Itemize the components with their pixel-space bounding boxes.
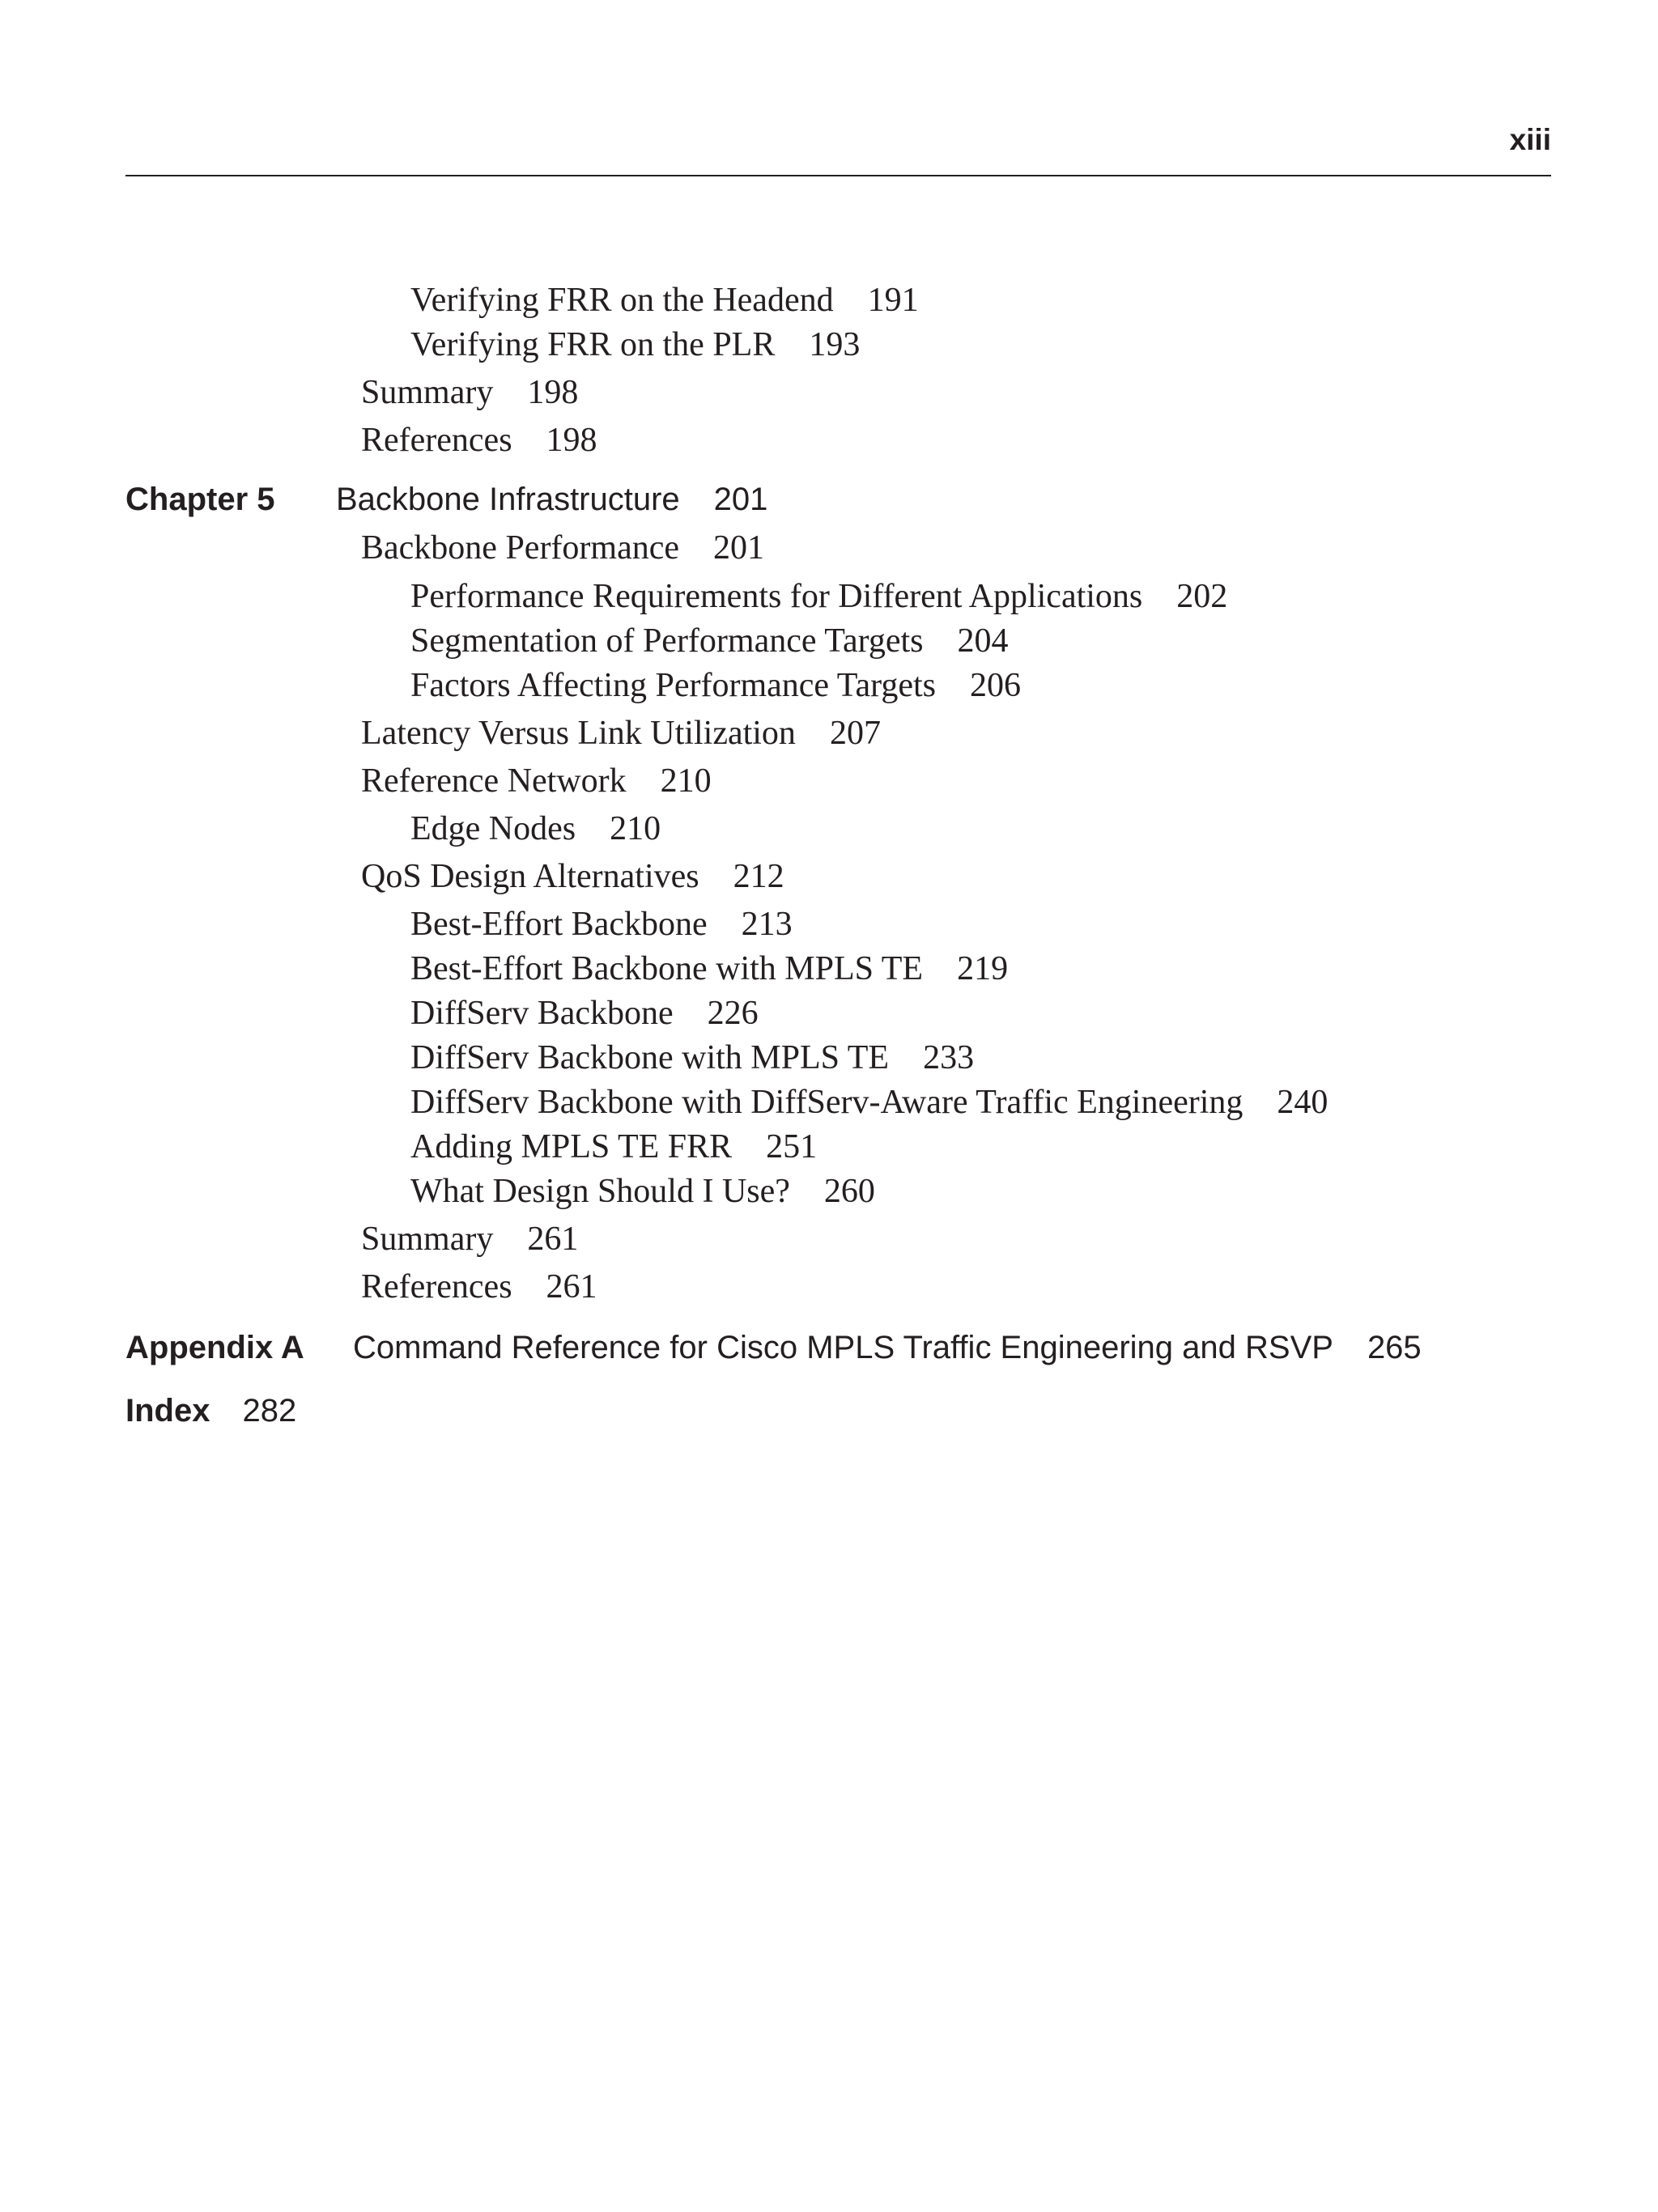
toc-entry-page: 198: [546, 422, 597, 459]
toc-entry[interactable]: [361, 376, 578, 410]
page-number: xiii: [1509, 123, 1551, 156]
toc-entry[interactable]: [410, 1174, 875, 1208]
toc-entry[interactable]: [410, 812, 661, 846]
appendix-title-wrap: [353, 1331, 1422, 1364]
toc-entry[interactable]: [410, 580, 1227, 614]
toc-entry-title: Latency Versus Link Utilization: [361, 715, 796, 752]
toc-entry[interactable]: [410, 1130, 817, 1164]
toc-entry[interactable]: [410, 669, 1021, 703]
toc-entry-title: References: [361, 422, 512, 459]
toc-entry[interactable]: [361, 531, 764, 565]
toc-entry-page: 219: [957, 950, 1009, 987]
toc-entry-page: 261: [527, 1221, 579, 1258]
chapter-title: Backbone Infrastructure: [336, 482, 680, 517]
index-label: Index: [125, 1393, 210, 1429]
toc-entry-title: Best-Effort Backbone: [410, 906, 708, 943]
toc-entry-title: DiffServ Backbone with DiffServ-Aware Traffic Engineering: [410, 1084, 1244, 1121]
toc-entry-title: Best-Effort Backbone with MPLS TE: [410, 950, 924, 987]
toc-entry-page: 210: [610, 810, 661, 847]
appendix-title: Command Reference for Cisco MPLS Traffic Engineering and RSVP: [353, 1330, 1333, 1365]
toc-entry[interactable]: [361, 1270, 597, 1304]
toc-entry-title: Reference Network: [361, 762, 627, 800]
toc-entry-title: Factors Affecting Performance Targets: [410, 667, 937, 704]
toc-entry-title: Segmentation of Performance Targets: [410, 622, 924, 660]
toc-entry[interactable]: [410, 907, 793, 941]
toc-entry[interactable]: [410, 952, 1008, 986]
toc-entry-title: Verifying FRR on the Headend: [410, 282, 834, 319]
toc-entry[interactable]: [361, 860, 784, 894]
toc-entry-title: Edge Nodes: [410, 810, 576, 847]
toc-entry-title: Summary: [361, 374, 494, 411]
chapter-title-wrap: [336, 483, 767, 516]
toc-entry-page: 226: [707, 995, 759, 1032]
toc-entry-title: QoS Design Alternatives: [361, 858, 699, 895]
toc-entry-page: 198: [527, 374, 579, 411]
toc-entry-page: 260: [823, 1173, 875, 1210]
toc-entry[interactable]: [410, 283, 919, 317]
header-rule: [125, 175, 1551, 176]
toc-entry-title: Backbone Performance: [361, 529, 679, 567]
toc-entry-page: 213: [741, 906, 793, 943]
chapter-label: Chapter 5: [125, 482, 275, 517]
toc-entry[interactable]: [361, 764, 712, 798]
toc-entry-title: Adding MPLS TE FRR: [410, 1128, 733, 1165]
toc-entry-page: 233: [923, 1039, 975, 1076]
toc-entry-title: Verifying FRR on the PLR: [410, 326, 776, 363]
toc-entry[interactable]: [361, 716, 881, 750]
toc-entry-page: 201: [713, 529, 764, 567]
toc-entry[interactable]: [410, 1041, 974, 1075]
chapter-page: 201: [713, 482, 768, 517]
toc-entry-title: References: [361, 1268, 512, 1306]
toc-entry-title: DiffServ Backbone with MPLS TE: [410, 1039, 890, 1076]
toc-entry-page: 212: [733, 858, 784, 895]
chapter-heading[interactable]: [125, 483, 1583, 519]
toc-entry[interactable]: [410, 624, 1009, 658]
toc-entry-title: What Design Should I Use?: [410, 1173, 790, 1210]
appendix-heading[interactable]: [125, 1331, 1583, 1367]
toc-entry[interactable]: [410, 328, 860, 362]
toc-entry-page: 204: [957, 622, 1009, 660]
index-page: 282: [242, 1393, 297, 1429]
toc-entry[interactable]: [410, 1085, 1328, 1119]
toc-entry-page: 207: [829, 715, 881, 752]
toc-entry[interactable]: [410, 996, 759, 1030]
toc-entry-page: 240: [1277, 1084, 1329, 1121]
index-heading[interactable]: [125, 1395, 296, 1427]
toc-entry[interactable]: [361, 423, 597, 457]
toc-entry[interactable]: [361, 1222, 578, 1256]
toc-entry-page: 251: [766, 1128, 818, 1165]
toc-entry-page: 202: [1176, 578, 1228, 615]
toc-entry-title: Performance Requirements for Different Applications: [410, 578, 1143, 615]
toc-entry-page: 191: [867, 282, 919, 319]
toc-entry-page: 261: [546, 1268, 597, 1306]
toc-entry-title: Summary: [361, 1221, 494, 1258]
toc-entry-page: 206: [970, 667, 1022, 704]
appendix-page: 265: [1367, 1330, 1422, 1365]
toc-entry-page: 210: [660, 762, 712, 800]
toc-entry-title: DiffServ Backbone: [410, 995, 674, 1032]
appendix-label: Appendix A: [125, 1330, 304, 1365]
toc-entry-page: 193: [809, 326, 861, 363]
